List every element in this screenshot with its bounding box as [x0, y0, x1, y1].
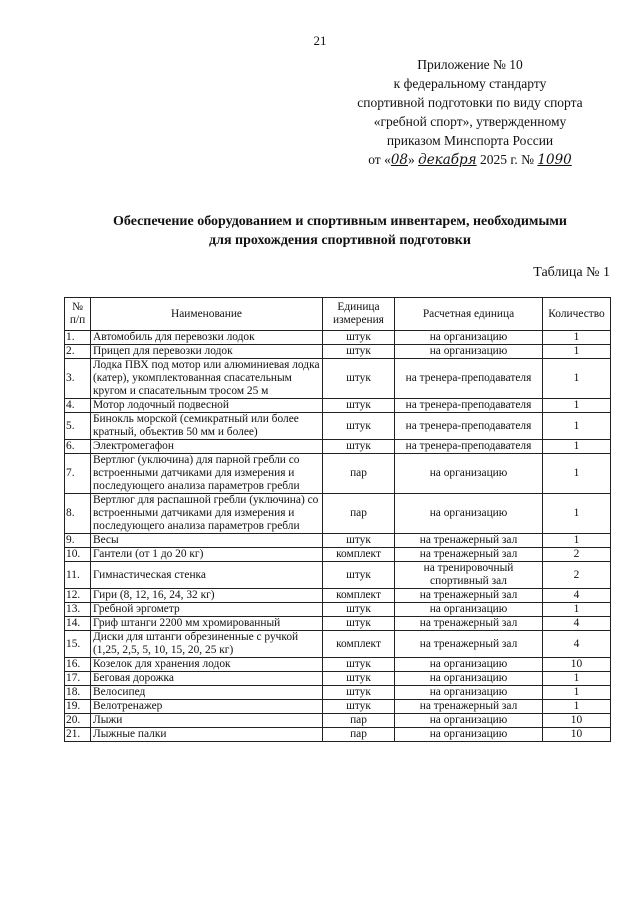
table-row: [65, 686, 611, 700]
row-name: Диски для штанги обрезиненные с ручкой (1,25, 2,5, 5, 10, 15, 20, 25 кг): [91, 631, 323, 658]
row-name: Прицеп для перевозки лодок: [91, 345, 323, 359]
row-name: Вертлюг для распашной гребли (уключина) со встроенными датчиками для измерения и последующего анализа параметров гребли: [91, 494, 323, 534]
row-unit: пар: [323, 494, 395, 534]
row-quantity: 4: [543, 631, 611, 658]
row-name: Гантели (от 1 до 20 кг): [91, 548, 323, 562]
row-number: 14.: [65, 617, 91, 631]
row-number: 20.: [65, 714, 91, 728]
row-number: 11.: [65, 562, 91, 589]
row-number: 15.: [65, 631, 91, 658]
row-number: 19.: [65, 700, 91, 714]
row-name: Лыжи: [91, 714, 323, 728]
row-number: 10.: [65, 548, 91, 562]
row-name: Мотор лодочный подвесной: [91, 399, 323, 413]
row-number: 7.: [65, 454, 91, 494]
row-name: Вертлюг (уключина) для парной гребли со встроенными датчиками для измерения и последующего анализа параметров гребли: [91, 454, 323, 494]
row-name: Бинокль морской (семикратный или более кратный, объектив 50 мм и более): [91, 413, 323, 440]
appendix-block: [320, 55, 620, 170]
row-name: Лыжные палки: [91, 728, 323, 742]
row-unit: штук: [323, 658, 395, 672]
row-quantity: 1: [543, 359, 611, 399]
row-quantity: 1: [543, 440, 611, 454]
row-name: Весы: [91, 534, 323, 548]
table-row: [65, 548, 611, 562]
row-quantity: 1: [543, 686, 611, 700]
row-calc-unit: на организацию: [395, 603, 543, 617]
table-row: [65, 700, 611, 714]
row-unit: штук: [323, 672, 395, 686]
row-unit: штук: [323, 413, 395, 440]
date-prefix: от «: [368, 152, 391, 167]
appendix-line: спортивной подготовки по виду спорта: [357, 95, 583, 110]
row-number: 5.: [65, 413, 91, 440]
row-unit: штук: [323, 399, 395, 413]
row-calc-unit: на организацию: [395, 728, 543, 742]
row-unit: комплект: [323, 589, 395, 603]
row-unit: штук: [323, 331, 395, 345]
table-label: Таблица № 1: [533, 265, 610, 280]
row-calc-unit: на организацию: [395, 345, 543, 359]
column-header-quantity: Количество: [543, 298, 611, 331]
row-unit: штук: [323, 440, 395, 454]
row-calc-unit: на тренажерный зал: [395, 548, 543, 562]
row-unit: штук: [323, 359, 395, 399]
appendix-line: к федеральному стандарту: [393, 76, 547, 91]
table-row: [65, 714, 611, 728]
row-name: Электромегафон: [91, 440, 323, 454]
row-quantity: 1: [543, 345, 611, 359]
row-calc-unit: на тренера-преподавателя: [395, 399, 543, 413]
equipment-table: [64, 297, 611, 742]
row-unit: штук: [323, 603, 395, 617]
row-number: 21.: [65, 728, 91, 742]
row-calc-unit: на организацию: [395, 714, 543, 728]
date-day: 08: [390, 152, 409, 168]
row-number: 13.: [65, 603, 91, 617]
row-calc-unit: на организацию: [395, 672, 543, 686]
table-row: [65, 494, 611, 534]
page-number: 21: [313, 33, 327, 48]
table-header-row: [65, 298, 611, 331]
row-unit: штук: [323, 534, 395, 548]
row-name: Велосипед: [91, 686, 323, 700]
row-calc-unit: на тренажерный зал: [395, 631, 543, 658]
row-quantity: 2: [543, 548, 611, 562]
row-name: Лодка ПВХ под мотор или алюминиевая лодка (катер), укомплектованная спасательным кругом и спасательным тросом 25 м: [91, 359, 323, 399]
row-unit: штук: [323, 617, 395, 631]
table-row: [65, 440, 611, 454]
table-row: [65, 728, 611, 742]
row-name: Беговая дорожка: [91, 672, 323, 686]
row-quantity: 1: [543, 700, 611, 714]
appendix-line: приказом Минспорта России: [386, 133, 554, 148]
row-number: 17.: [65, 672, 91, 686]
table-row: [65, 331, 611, 345]
row-number: 9.: [65, 534, 91, 548]
row-number: 3.: [65, 359, 91, 399]
row-calc-unit: на организацию: [395, 686, 543, 700]
row-unit: штук: [323, 562, 395, 589]
row-unit: комплект: [323, 548, 395, 562]
row-quantity: 1: [543, 331, 611, 345]
appendix-date-line: [320, 150, 620, 170]
table-row: [65, 345, 611, 359]
date-month: декабря: [418, 152, 477, 168]
document-title: [60, 212, 620, 250]
row-number: 12.: [65, 589, 91, 603]
row-unit: пар: [323, 714, 395, 728]
row-name: Велотренажер: [91, 700, 323, 714]
row-unit: штук: [323, 700, 395, 714]
row-calc-unit: на организацию: [395, 494, 543, 534]
row-quantity: 4: [543, 589, 611, 603]
row-calc-unit: на тренажерный зал: [395, 534, 543, 548]
row-quantity: 1: [543, 494, 611, 534]
table-row: [65, 658, 611, 672]
row-calc-unit: на тренажерный зал: [395, 617, 543, 631]
row-quantity: 1: [543, 413, 611, 440]
table-row: [65, 589, 611, 603]
row-number: 6.: [65, 440, 91, 454]
column-header-number: № п/п: [65, 298, 91, 331]
row-calc-unit: на организацию: [395, 454, 543, 494]
row-calc-unit: на организацию: [395, 331, 543, 345]
row-unit: пар: [323, 728, 395, 742]
row-number: 8.: [65, 494, 91, 534]
row-number: 4.: [65, 399, 91, 413]
row-quantity: 2: [543, 562, 611, 589]
row-unit: штук: [323, 345, 395, 359]
table-row: [65, 562, 611, 589]
row-calc-unit: на тренажерный зал: [395, 700, 543, 714]
order-number: 1090: [537, 152, 572, 168]
row-name: Козелок для хранения лодок: [91, 658, 323, 672]
table-row: [65, 454, 611, 494]
column-header-name: Наименование: [91, 298, 323, 331]
row-quantity: 10: [543, 728, 611, 742]
row-number: 2.: [65, 345, 91, 359]
row-quantity: 10: [543, 658, 611, 672]
row-quantity: 1: [543, 454, 611, 494]
appendix-line: Приложение № 10: [417, 57, 523, 72]
table-row: [65, 413, 611, 440]
column-header-calc-unit: Расчетная единица: [395, 298, 543, 331]
table-row: [65, 672, 611, 686]
row-name: Автомобиль для перевозки лодок: [91, 331, 323, 345]
row-quantity: 1: [543, 534, 611, 548]
row-name: Гребной эргометр: [91, 603, 323, 617]
row-name: Гриф штанги 2200 мм хромированный: [91, 617, 323, 631]
row-unit: комплект: [323, 631, 395, 658]
row-calc-unit: на тренажерный зал: [395, 589, 543, 603]
appendix-line: «гребной спорт», утвержденному: [373, 114, 567, 129]
row-number: 18.: [65, 686, 91, 700]
row-name: Гири (8, 12, 16, 24, 32 кг): [91, 589, 323, 603]
table-row: [65, 359, 611, 399]
row-calc-unit: на тренера-преподавателя: [395, 413, 543, 440]
row-unit: штук: [323, 686, 395, 700]
row-quantity: 10: [543, 714, 611, 728]
row-quantity: 1: [543, 399, 611, 413]
row-unit: пар: [323, 454, 395, 494]
row-number: 16.: [65, 658, 91, 672]
table-row: [65, 399, 611, 413]
row-name: Гимнастическая стенка: [91, 562, 323, 589]
date-year: 2025 г. №: [480, 152, 535, 167]
row-calc-unit: на тренера-преподавателя: [395, 359, 543, 399]
title-line: Обеспечение оборудованием и спортивным инвентарем, необходимыми: [113, 214, 567, 229]
row-calc-unit: на организацию: [395, 658, 543, 672]
table-row: [65, 534, 611, 548]
row-quantity: 1: [543, 603, 611, 617]
date-mid: »: [408, 152, 415, 167]
title-line: для прохождения спортивной подготовки: [209, 233, 471, 248]
column-header-unit: Единица измерения: [323, 298, 395, 331]
table-row: [65, 631, 611, 658]
row-calc-unit: на тренировочный спортивный зал: [395, 562, 543, 589]
row-calc-unit: на тренера-преподавателя: [395, 440, 543, 454]
row-quantity: 4: [543, 617, 611, 631]
table-row: [65, 617, 611, 631]
row-quantity: 1: [543, 672, 611, 686]
row-number: 1.: [65, 331, 91, 345]
table-row: [65, 603, 611, 617]
